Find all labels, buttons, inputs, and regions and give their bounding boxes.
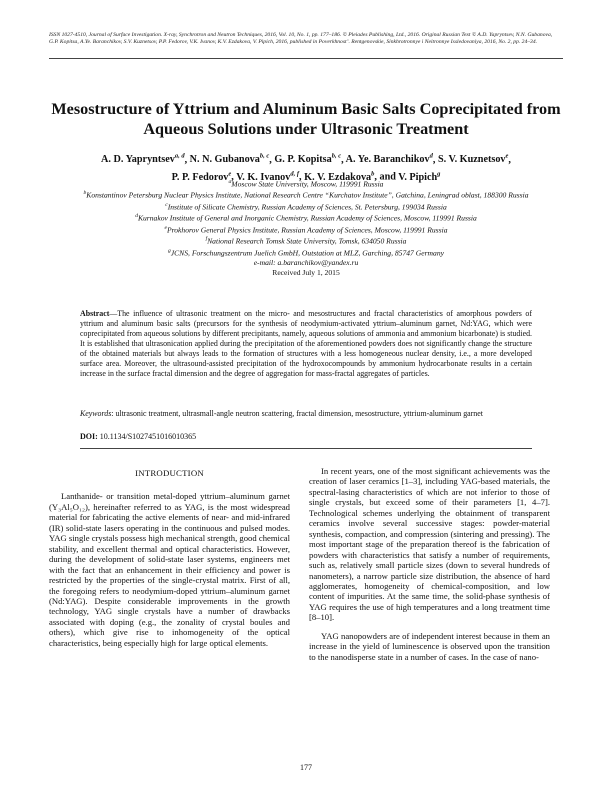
- author-5: S. V. Kuznetsov$^e$: [437, 153, 509, 166]
- author-4: A. Ye. Baranchikov$^d$: [345, 153, 433, 166]
- abstract-label: Abstract: [80, 309, 110, 318]
- affiliation-e: $^e$Prokhorov General Physics Institute, Russian Academy of Sciences, Moscow, 119991 Russia: [164, 224, 448, 235]
- keywords-text: : ultrasonic treatment, ultrasmall-angle neutron scattering, fractal dimension, mesostructure, yttrium-aluminum garnet: [111, 409, 483, 418]
- abstract-text: —The influence of ultrasonic treatment on the micro- and mesostructures and fractal characteristics of amorphous powders of yttrium and aluminum basic salts (precursors for the synthesis of neodymium-activated yttrium–aluminum garnet, Nd:YAG, which were coprecipitated from aqueous solutions by different precipitants, namely, aqueous solutions of ammonia and ammonium bicarbonate) is studied. It is established that ultrasonication applied during the precipitation of the aforementioned powders does not significantly change the structure of the obtained materials but always leads to the formation of structures with a less homogeneous nuclear density, i.e., a more developed surface area. Moreover, the ultrasound-assisted precipitation of the hydroxocompounds by ammonium hydrocarbonate results in a certain increase in the surface fractal dimension and the degree of aggregation for mass-fractal aggregates of particles.: [80, 309, 532, 378]
- article-title: Mesostructure of Yttrium and Aluminum Basic Salts Coprecipitated from Aqueous Solutions under Ultrasonic Treatment: [51, 100, 561, 138]
- author-1: A. D. Yapryntsev$^{a, d}$: [101, 153, 185, 166]
- author-7: V. K. Ivanov$^{d, f}$: [236, 170, 300, 183]
- author-9: V. Pipich$^g$: [398, 170, 441, 183]
- body-column-right: [309, 466, 550, 662]
- affiliation-list: [60, 178, 552, 278]
- affiliation-b: $^b$Konstantinov Petersburg Nuclear Physics Institute, National Research Centre “Kurchatov Institute”, Gatchina, Leningrad oblast, 188300 Russia: [83, 190, 529, 200]
- affiliation-c: $^c$Institute of Silicate Chemistry, Russian Academy of Sciences, St. Petersburg, 199034 Russia: [165, 201, 447, 212]
- abstract-divider: [80, 448, 532, 449]
- affiliation-a: $^a$Moscow State University, Moscow, 119991 Russia: [228, 179, 384, 189]
- affiliation-d: $^d$Kurnakov Institute of General and Inorganic Chemistry, Russian Academy of Sciences, Moscow, 119991 Russia: [135, 213, 477, 223]
- body-paragraph: YAG nanopowders are of independent interest because in them an increase in the yield of luminescence is observed upon the transition to the nanodisperse state in a number of cases. In the case of nano-: [309, 630, 550, 662]
- affiliation-f: $^f$National Research Tomsk State University, Tomsk, 634050 Russia: [205, 236, 407, 246]
- author-8: K. V. Ezdakova$^b$: [304, 170, 375, 183]
- contact-email[interactable]: e-mail: a.baranchikov@yandex.ru: [253, 258, 359, 268]
- received-date: Received July 1, 2015: [272, 267, 340, 277]
- author-6: P. P. Fedorov$^e$: [171, 170, 232, 183]
- body-paragraph: Lanthanide- or transition metal-doped yttrium–aluminum garnet (Y₃Al₅O₁₂), hereinafter referred to as YAG, is the most widespread material for fabricating the active elements of near- and mid-infrared (IR) solid-state lasers operating in the continuous and pulsed modes. YAG single crystals possess high mechanical strength, good chemical stability, and excellent thermal and optical characteristics. However, during the development of solid-state laser systems, engineers met with the fact that an enhancement in their efficiency and power is restricted by the properties of the single-crystal matrix. First of all, the foregoing refers to neodymium-doped yttrium–aluminum garnet (Nd:YAG). Despite considerable improvements in the growth technology, YAG single crystals have a number of drawbacks associated with doping (e.g., the zonality of crystal boules and others), which give rise to inhomogeneity of the optical characteristics, being especially high for large optical elements.: [49, 491, 290, 648]
- section-heading-introduction: INTRODUCTION: [135, 468, 204, 478]
- abstract: [80, 309, 532, 379]
- doi-value[interactable]: 10.1134/S1027451016010365: [97, 432, 197, 441]
- author-3: G. P. Kopitsa$^{b, c}$: [274, 153, 342, 166]
- page-number: 177: [300, 763, 312, 772]
- keywords-label: Keywords: [80, 409, 112, 418]
- doi-label: DOI:: [80, 432, 98, 441]
- affiliation-g: $^g$JCNS, Forschungszentrum Juelich GmbH, Outstation at MLZ, Garching, 85747 Germany: [167, 247, 445, 258]
- body-column-left: [49, 468, 290, 648]
- body-paragraph: In recent years, one of the most significant achievements was the creation of laser ceramics [1–3], including YAG-based materials, the spectral-lasing characteristics of which are not inferior to those of single crystals, but exceed some of their parameters [1, 4–7]. Technological schemes underlying the obtainment of transparent ceramics involve several successive stages: powder-material synthesis, compaction, and compression (sintering and pressing). The most important stage of the preparation thereof is the fabrication of powders with characteristics that satisfy a number of requirements, such as, relatively small particle sizes (down to several hundreds of nanometers), a narrow particle size distribution, the absence of hard agglomerates, homogeneity of chemical-composition, and low content of impurities. At the same time, the solid-phase synthesis of YAG requires the use of high temperatures and a long treatment time [8–10].: [309, 466, 550, 623]
- author-list: A. D. Yapryntsev$^{a, d}$, N. N. Gubanova$^{b, c}$, G. P. Kopitsa$^{b, c}$, A. Ye. Baranchikov$^d$, S. V. Kuznetsov$^e$, P. P. Fedorov$^e$, V. K. Ivanov$^{d, f}$, K. V. Ezdakova$^b$, and V. Pipich$^g$: [101, 153, 511, 183]
- doi: [80, 432, 532, 442]
- header-divider: [49, 58, 563, 59]
- keywords: [80, 409, 532, 419]
- journal-reference: ISSN 1027-4510, Journal of Surface Investigation. X-ray, Synchrotron and Neutron Techniques, 2016, Vol. 10, No. 1, pp. 177–186. © Pleiades Publishing, Ltd., 2016. Original Russian Text © A.D. Yapryntsev, N.N. Gubanova, G.P. Kopitsa, A.Ye. Baranchikov, S.V. Kuznetsov, P.P. Fedorov, V.K. Ivanov, K.V. Ezdakova, V. Pipich, 2016, published in Poverkhnost’. Rentgenovskie, Sinkhrotronnye i Neitronnye Issledovaniya, 2016, No. 2, pp. 24–34.: [49, 32, 553, 45]
- author-2: N. N. Gubanova$^{b, c}$: [189, 153, 270, 166]
